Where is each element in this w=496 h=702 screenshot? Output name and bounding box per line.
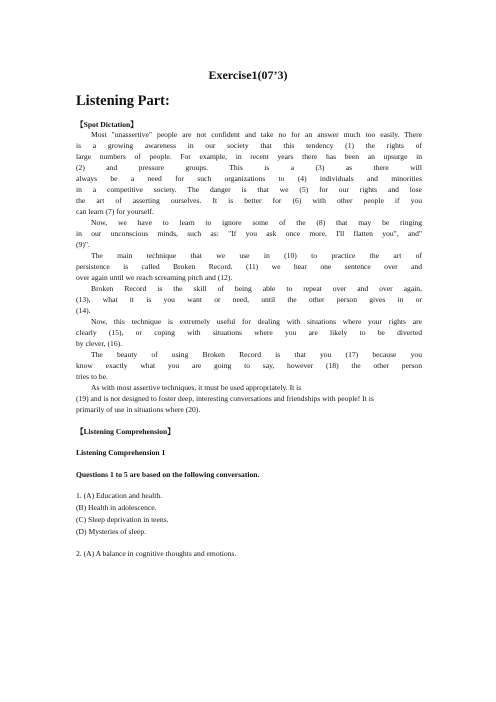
dictation-line: Now, we have to learn to ignore some of the (8) that may be ringing [91, 218, 422, 227]
dictation-line: can learn (7) for yourself. [76, 207, 154, 216]
question-1-option: (B) Health in adolescence. [76, 503, 157, 512]
question-1-option: (C) Sleep deprivation in teens. [76, 515, 169, 524]
dictation-line: primarily of use in situations where (20). [76, 405, 201, 414]
dictation-line: The main technique that we use in (10) to practice the art of [91, 251, 422, 260]
dictation-line: in a competitive society. The danger is that we (5) for our rights and lose [76, 185, 422, 194]
dictation-line: is a growing awareness in our society that this tendency (1) the rights of [76, 141, 422, 150]
question-1-option: 1. (A) Education and health. [76, 491, 163, 500]
dictation-line: large numbers of people. For example, in recent years there has been an upsurge in [76, 152, 422, 161]
dictation-line: clearly (15), or coping with situations where you are likely to be diverted [76, 328, 422, 337]
dictation-line: always be a need for such organizations to (4) individuals and minorities [76, 174, 422, 183]
dictation-line: As with most assertive techniques, it must be used appropriately. It is [91, 383, 302, 392]
listening-comprehension-label: 【Listening Comprehension】 [76, 427, 175, 436]
dictation-line: Broken Record is the skill of being able to repeat over and over again, [91, 284, 422, 293]
dictation-line: by clever, (16). [76, 339, 123, 348]
dictation-line: the art of asserting ourselves. It is better for (6) with other people if you [76, 196, 422, 205]
dictation-line: The beauty of using Broken Record is that you (17) because you [91, 350, 422, 359]
dictation-line: (13), what it is you want or need, until the other person gives in or [76, 295, 422, 304]
listening-comprehension-1-title: Listening Comprehension 1 [76, 448, 166, 457]
dictation-line: Most "unassertive" people are not confident and take no for an answer much too easily. There [91, 130, 422, 139]
spot-dictation-label: 【Spot Dictation】 [76, 120, 138, 129]
dictation-line: (19) and is not designed to foster deep, interesting conversations and friendships with people! It is [76, 394, 374, 403]
section-heading: Listening Part: [76, 93, 170, 109]
question-1-option: (D) Mysteries of sleep. [76, 527, 147, 536]
dictation-line: Now, this technique is extremely useful for dealing with situations where your rights are [91, 317, 422, 326]
dictation-line: (9)". [76, 240, 90, 249]
question-2-option: 2. (A) A balance in cognitive thoughts and emotions. [76, 549, 237, 558]
dictation-line: over again until we reach screaming pitch and (12). [76, 273, 233, 282]
questions-intro: Questions 1 to 5 are based on the following conversation. [76, 470, 260, 479]
page-title: Exercise1(07’3) [208, 68, 288, 82]
dictation-line: know exactly what you are going to say, however (18) the other person [76, 361, 422, 370]
dictation-line: tries to be. [76, 372, 108, 381]
dictation-line: persistence is called Broken Record. (11) we hear one sentence over and [76, 262, 422, 271]
dictation-line: in our unconscious minds, such as: "If you ask once more, I'll flatten you", and" [76, 229, 422, 238]
dictation-line: (14). [76, 306, 91, 315]
dictation-line: (2) and pressure groups. This is a (3) as there will [76, 163, 422, 172]
